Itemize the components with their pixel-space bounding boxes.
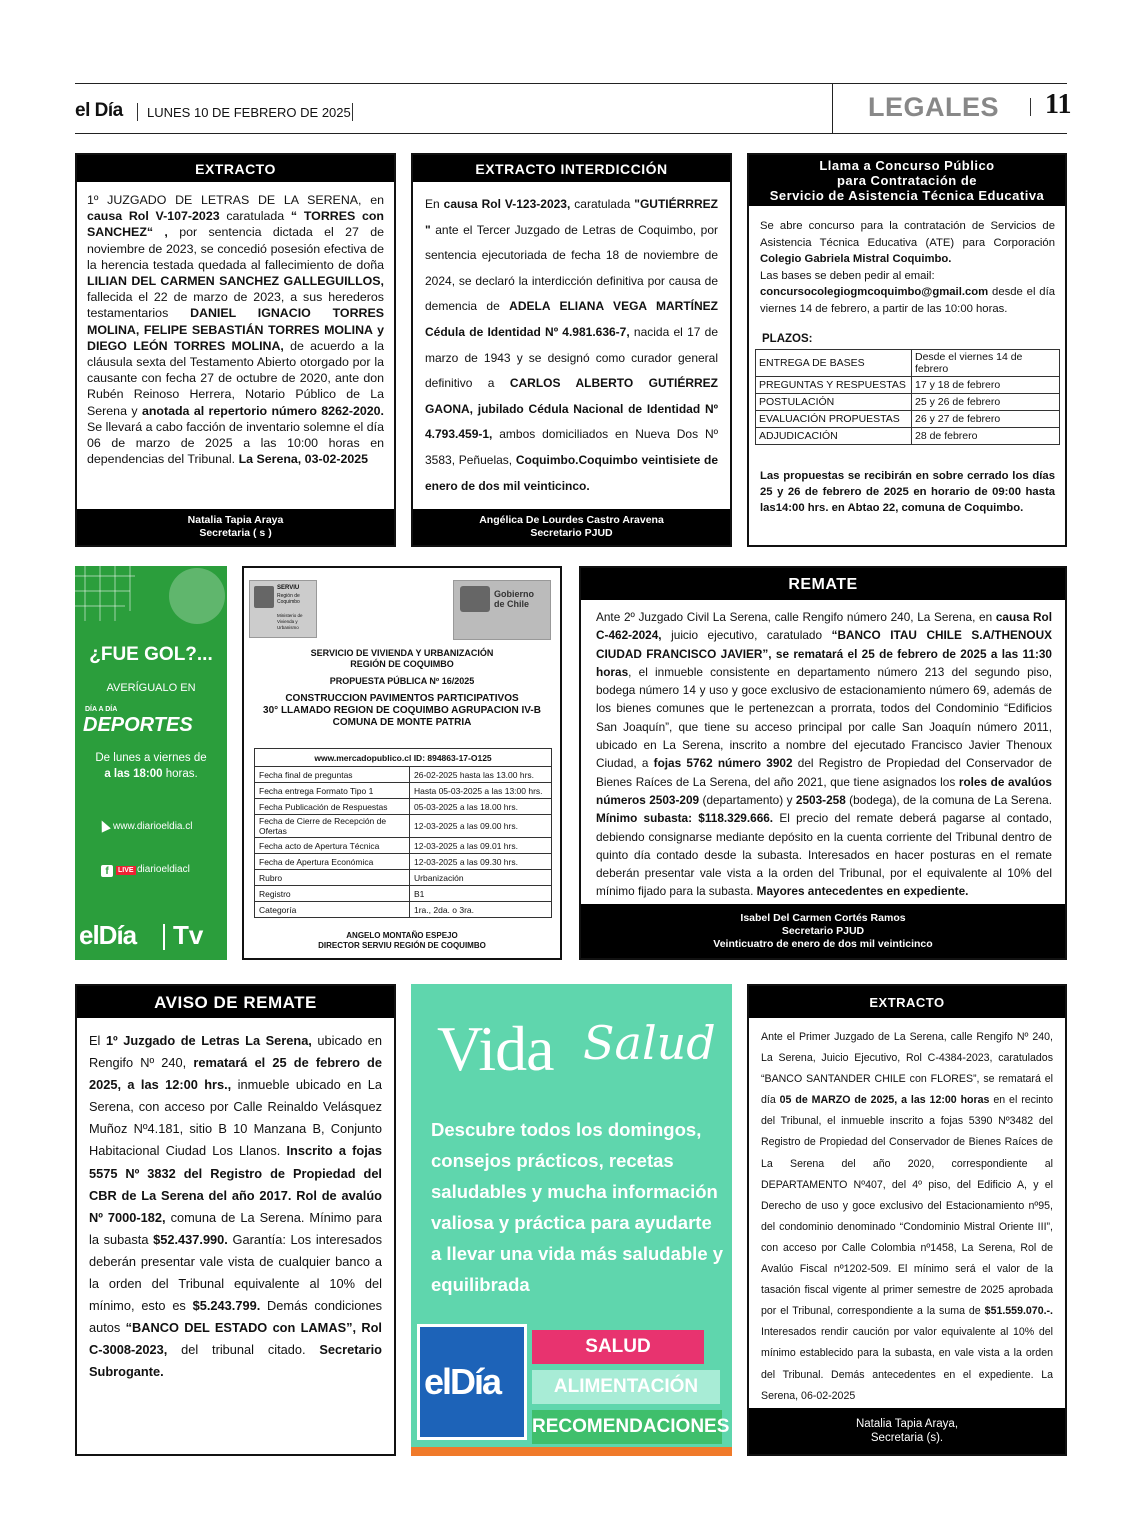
row-label: Fecha de Cierre de Recepción de Ofertas bbox=[255, 815, 410, 838]
text-bold: Colegio Gabriela Mistral Coquimbo. bbox=[760, 253, 952, 266]
table-row bbox=[255, 783, 552, 799]
alimentacion-button[interactable]: ALIMENTACIÓN bbox=[532, 1370, 720, 1404]
row-label: Fecha de Apertura Económica bbox=[255, 854, 410, 870]
signer-name: Natalia Tapia Araya bbox=[187, 514, 284, 526]
row-value: 26-02-2025 hasta las 13.00 hrs. bbox=[410, 767, 552, 783]
text-run: (departamento) y bbox=[699, 792, 796, 807]
row-label: ENTREGA DE BASES bbox=[756, 349, 912, 376]
serviu-notice bbox=[242, 566, 562, 960]
text-run: del tribunal citado. bbox=[167, 1342, 320, 1358]
schedule-suffix: horas. bbox=[162, 768, 198, 780]
text-run: en el recinto del Tribunal, el inmueble inscrito a fojas 5390 Nº3482 del Registro de Propiedad del Conservador de Bienes Raíces de La Serena del año 2020, correspondiente al DEPARTAMENTO Nº407, del 4º piso, del Edificio A, y el Derecho de uso y goce exclusivo del Estacionamiento nº95, del condominio denominado “Condominio Mistral Oriente III”, con acceso por Calle Colombia nº1458, La Serena, Rol de Avalúo Fiscal nº1202-509. El mínimo será el valor de la tasación fiscal vigente al primer semestre de 2025 aprobada por el Tribunal, correspondiente a la suma de bbox=[761, 1094, 1054, 1318]
text-bold: fojas 5762 número 3902 bbox=[653, 756, 793, 771]
salud-script-word: Salud bbox=[583, 1016, 716, 1070]
title-line: Servicio de Asistencia Técnica Educativa bbox=[769, 188, 1045, 203]
table-row bbox=[255, 854, 552, 870]
text-bold: rematará el 25 de febrero de 2025, a las 12:00 hrs., bbox=[89, 1055, 382, 1093]
serviu-crest-icon bbox=[254, 586, 274, 608]
heading-line: CONSTRUCCION PAVIMENTOS PARTICIPATIVOS bbox=[285, 692, 519, 704]
notice-body bbox=[581, 600, 1065, 901]
text-run: , el inmueble consistente en departamento número 213 del segundo piso, bodega número 14 y uso y goce exclusivo de estacionamiento número 69, además de los bienes comunes que le pertenezcan a prorrata, todos del Condominio “Edificios San Joaquín”, que tiene su acceso principal por calle San Joaquín número 2011, ubicado en La Serena, inscrito a nombre del ejecutado Francisco Javier Thenoux Ciudad, a bbox=[596, 664, 1052, 771]
row-value: 26 y 27 de febrero bbox=[912, 410, 1060, 427]
signer-name: Isabel Del Carmen Cortés Ramos bbox=[740, 912, 906, 924]
text-bold: Mínimo subasta: $118.329.666. bbox=[596, 811, 774, 826]
serviu-region: Región de Coquimbo bbox=[277, 593, 300, 605]
text-bold: LILIAN DEL CARMEN SANCHEZ GALLEGUILLOS, bbox=[87, 274, 384, 289]
signer-name: ANGELO MONTAÑO ESPEJO bbox=[346, 931, 458, 940]
ad-subtitle: AVERÍGUALO EN bbox=[106, 682, 196, 694]
row-label: Categoría bbox=[255, 902, 410, 918]
row-value: 05-03-2025 a las 18.00 hrs. bbox=[410, 799, 552, 815]
text-run: Se llevará a cabo facción de inventario solemne el día 06 de marzo de 2025 a las 10:00 horas en dependencias del Tribunal. bbox=[87, 419, 384, 467]
text-run: fallecida el 22 de marzo de 2023, a sus herederos testamentarios bbox=[87, 290, 384, 321]
text-run: ubicado en Rengifo Nº 240, bbox=[89, 1033, 383, 1071]
text-run: inmueble ubicado en La Serena, con acceso por Calle Reinaldo Velásquez Muñoz Nº4.181, sitio B 10 Manzana B, Conjunto Habitacional Ciudad Los Llanos. bbox=[89, 1077, 383, 1159]
row-value: 12-03-2025 a las 09.01 hrs. bbox=[410, 838, 552, 854]
page-number: 11 bbox=[1045, 89, 1072, 120]
text-run: Se abre concurso para la contratación de Servicios de Asistencia Técnica Educativa (ATE) para Corporación bbox=[760, 220, 1055, 249]
eldia-logo bbox=[417, 1324, 527, 1440]
table-row bbox=[756, 393, 1060, 410]
text-bold: $5.243.799. bbox=[192, 1298, 261, 1314]
signer-role: Secretario PJUD bbox=[781, 925, 865, 937]
heading-line: COMUNA DE MONTE PATRIA bbox=[332, 716, 472, 728]
notice-signature bbox=[581, 904, 1065, 958]
text-run: (bodega), de la comuna de La Serena. bbox=[845, 792, 1053, 807]
heading-line: PROPUESTA PÚBLICA Nº 16/2025 bbox=[329, 676, 475, 686]
text-bold: causa Rol C-462-2024, bbox=[596, 610, 1053, 643]
ad-title: ¿FUE GOL?... bbox=[89, 644, 213, 665]
text-bold: roles de avalúos números 2503-209 bbox=[596, 774, 1052, 807]
text-run: Demás condiciones autos bbox=[89, 1298, 382, 1336]
logo-divider bbox=[163, 924, 165, 950]
row-value: 12-03-2025 a las 09.30 hrs. bbox=[410, 854, 552, 870]
text-run: El bbox=[89, 1033, 106, 1048]
header-logo[interactable]: el Día bbox=[75, 100, 123, 121]
text-run: Ante el Primer Juzgado de La Serena, calle Rengifo Nº 240, La Serena, Juicio Ejecutivo, Rol C-4384-2023, caratulados “BANCO SANTANDER CHILE con FLORES”, se rematará el día bbox=[761, 1031, 1053, 1107]
notice-title: AVISO DE REMATE bbox=[77, 986, 394, 1018]
text-bold: $52.437.990. bbox=[153, 1231, 228, 1247]
text-bold: 1º Juzgado de Letras La Serena, bbox=[105, 1033, 312, 1048]
deportes-ad[interactable] bbox=[75, 566, 227, 960]
concurso-notice bbox=[747, 153, 1067, 547]
plazos-label: PLAZOS: bbox=[762, 332, 813, 345]
text-run: En bbox=[425, 197, 444, 211]
text-run: Interesados rendir caución por valor equivalente al 10% del mínimo establecido para la subasta, en vale vista a la orden del Tribunal. Demás antecedentes en el expediente. La Serena, 06-02-2025 bbox=[761, 1326, 1053, 1402]
text-bold: Coquimbo.Coquimbo veintisiete de enero de dos mil veinticinco. bbox=[425, 452, 718, 493]
signer-role: DIRECTOR SERVIU REGIÓN DE COQUIMBO bbox=[318, 941, 486, 950]
text-bold: CARLOS ALBERTO GUTIÉRREZ GAONA, jubilado Cédula Nacional de Identidad Nº 4.793.459-1, bbox=[425, 376, 718, 442]
header-section-divider bbox=[832, 84, 833, 133]
text-run: por sentencia dictada el 27 de noviembre de 2023, se concedió posesión efectiva de la herencia testada quedada al fallecimiento de doña bbox=[87, 225, 384, 272]
facebook-icon: f bbox=[101, 865, 113, 877]
text-run: ambos domiciliados en Nueva Dos Nº 3583, Peñuelas, bbox=[425, 427, 718, 467]
ad-copy: Descubre todos los domingos, consejos prácticos, recetas saludables y mucha información valiosa y práctica para ayudarte a llevar una vida más saludable y equilibrada bbox=[431, 1119, 724, 1295]
row-label: EVALUACIÓN PROPUESTAS bbox=[756, 410, 912, 427]
plazos-table bbox=[755, 349, 1060, 445]
notice-signature bbox=[413, 509, 730, 545]
header-divider bbox=[352, 103, 353, 121]
extracto-remate-notice bbox=[747, 984, 1067, 1456]
row-value: 12-03-2025 a las 09.00 hrs. bbox=[410, 815, 552, 838]
table-row bbox=[756, 349, 1060, 376]
text-run: del Registro de Propiedad del Conservador de Bienes Raíces de La Serena, del año 2021, que tiene asignados los bbox=[596, 756, 1052, 789]
tv-logo: Tv bbox=[173, 920, 204, 950]
text-bold: Inscrito a fojas 5575 Nº 3832 del Registro de Propiedad del CBR de La Serena del año 2017. Rol de avalúo Nº 7000-182, bbox=[89, 1143, 382, 1225]
row-label: Registro bbox=[255, 886, 410, 902]
schedule-line: De lunes a viernes de bbox=[95, 752, 207, 764]
notice-body bbox=[749, 206, 1065, 318]
serviu-table bbox=[254, 748, 552, 918]
text-run: Las bases se deben pedir al email: bbox=[760, 269, 935, 282]
heading-line: 30° LLAMADO REGION DE COQUIMBO AGRUPACION IV-B bbox=[263, 704, 541, 716]
interdiccion-notice bbox=[411, 153, 732, 547]
text-run: juicio ejecutivo, caratulado bbox=[661, 628, 832, 643]
text-bold: “BANCO DEL ESTADO con LAMAS”, Rol C-3008-2023, bbox=[89, 1320, 382, 1358]
salud-button[interactable]: SALUD bbox=[532, 1330, 704, 1364]
row-label: POSTULACIÓN bbox=[756, 393, 912, 410]
notice-title: EXTRACTO INTERDICCIÓN bbox=[413, 155, 730, 182]
row-label: Rubro bbox=[255, 870, 410, 886]
notice-title: REMATE bbox=[581, 568, 1065, 600]
header-divider bbox=[1030, 98, 1031, 116]
row-label: Fecha entrega Formato Tipo 1 bbox=[255, 783, 410, 799]
schedule-time: a las 18:00 bbox=[104, 768, 163, 780]
row-label: PREGUNTAS Y RESPUESTAS bbox=[756, 376, 912, 393]
deportes-brand-top: DÍA A DÍA bbox=[85, 706, 118, 713]
signer-role: Secretaria (s). bbox=[870, 1432, 944, 1444]
gobierno-logo bbox=[453, 580, 551, 640]
notice-body bbox=[413, 182, 730, 499]
text-run: ante el Tercer Juzgado de Letras de Coquimbo, por sentencia ejecutoriada de fecha 18 de noviembre de 2024, se declaró la interdicción definitiva por causa de demencia de bbox=[425, 222, 718, 314]
text-bold: DANIEL IGNACIO TORRES MOLINA, FELIPE SEBASTIÁN TORRES MOLINA y DIEGO LEÓN TORRES MOLINA, bbox=[87, 306, 384, 353]
text-bold: 2503-258 bbox=[795, 792, 846, 807]
row-value: Urbanización bbox=[410, 870, 552, 886]
table-row bbox=[255, 799, 552, 815]
notice-signature bbox=[749, 1408, 1065, 1454]
row-value: Hasta 05-03-2025 a las 13:00 hrs. bbox=[410, 783, 552, 799]
row-label: Fecha acto de Apertura Técnica bbox=[255, 838, 410, 854]
text-run: caratulada bbox=[219, 209, 291, 224]
serviu-heading bbox=[244, 648, 560, 729]
deportes-brand: DEPORTES bbox=[83, 714, 193, 736]
row-label: Fecha Publicación de Respuestas bbox=[255, 799, 410, 815]
row-value: B1 bbox=[410, 886, 552, 902]
text-bold: causa Rol V-123-2023, bbox=[443, 197, 571, 211]
schedule-line bbox=[75, 768, 227, 780]
notice-title bbox=[749, 155, 1065, 206]
table-row bbox=[255, 886, 552, 902]
row-value: 17 y 18 de febrero bbox=[912, 376, 1060, 393]
extracto-notice bbox=[75, 153, 396, 547]
text-run: Garantía: Los interesados deberán presentar vale vista de cualquier banco a la orden del Tribunal equivalente al 10% del mínimo, esto es bbox=[89, 1231, 382, 1314]
text-run: desde el día viernes 14 de febrero, a partir de las 10:00 horas. bbox=[760, 286, 1055, 315]
table-header: www.mercadopublico.cl ID: 894863-17-O125 bbox=[255, 749, 552, 767]
recomendaciones-button[interactable]: RECOMENDACIONES bbox=[532, 1410, 722, 1444]
signer-role: Secretaria ( s ) bbox=[199, 527, 272, 539]
notice-title: EXTRACTO bbox=[749, 986, 1065, 1018]
table-row bbox=[756, 376, 1060, 393]
serviu-logo bbox=[249, 580, 317, 638]
heading-line: SERVICIO DE VIVIENDA Y URBANIZACIÓN bbox=[310, 648, 494, 658]
notice-body bbox=[749, 1018, 1065, 1407]
signer-date: Veinticuatro de enero de dos mil veinticinco bbox=[713, 938, 933, 950]
text-bold: anotada al repertorio número 8262-2020. bbox=[141, 403, 384, 418]
text-run: nacida el 17 de marzo de 1943 y se designó como curador general definitivo a bbox=[425, 324, 718, 391]
gobierno-name: Gobierno de Chile bbox=[494, 589, 534, 609]
serviu-name: SERVIU bbox=[277, 585, 300, 591]
notice-title: EXTRACTO bbox=[77, 155, 394, 182]
text-bold: $51.559.070.-. bbox=[984, 1305, 1053, 1318]
eldia-logo: elDía bbox=[79, 920, 137, 950]
header-date: LUNES 10 DE FEBRERO DE 2025 bbox=[147, 105, 351, 120]
text-run: Ante 2º Juzgado Civil La Serena, calle Rengifo número 240, La Serena, en bbox=[596, 610, 996, 624]
notice-body bbox=[77, 1018, 394, 1384]
text-bold: “ TORRES con SANCHEZ“ , bbox=[87, 209, 384, 240]
table-row bbox=[255, 902, 552, 918]
text-bold: Mayores antecedentes en expediente. bbox=[756, 884, 969, 899]
social-handle[interactable]: diarioeldiacl bbox=[137, 864, 190, 875]
table-row bbox=[255, 767, 552, 783]
text-bold: ADELA ELIANA VEGA MARTÍNEZ Cédula de Identidad Nº 4.981.636-7, bbox=[425, 299, 719, 339]
remate-notice bbox=[579, 566, 1067, 960]
text-run: caratulada bbox=[570, 197, 635, 211]
notice-signature bbox=[77, 509, 394, 545]
header-top-rule bbox=[75, 83, 1067, 84]
table-row bbox=[255, 838, 552, 854]
row-label: Fecha final de preguntas bbox=[255, 767, 410, 783]
closing-text: Las propuestas se recibirán en sobre cerrado los días 25 y 26 de febrero de 2025 en horario de 09:00 hasta las14:00 hrs. en Abtao 22, comuna de Coquimbo. bbox=[760, 469, 1055, 515]
title-line: Llama a Concurso Público bbox=[819, 158, 995, 173]
row-value: 28 de febrero bbox=[912, 427, 1060, 444]
table-row bbox=[255, 815, 552, 838]
orange-bottom-bar bbox=[411, 1447, 732, 1456]
vida-word: Vida bbox=[437, 1013, 554, 1084]
logo-text: elDía bbox=[424, 1361, 501, 1402]
signer-role: Secretario PJUD bbox=[530, 527, 613, 539]
text-bold: causa Rol V-107-2023 bbox=[87, 209, 220, 224]
text-run: 1º JUZGADO DE LETRAS DE LA SERENA, en bbox=[87, 193, 384, 207]
gobierno-crest-icon bbox=[460, 586, 490, 612]
header-bottom-rule bbox=[75, 133, 1067, 134]
notice-body bbox=[77, 182, 394, 467]
vida-salud-ad[interactable] bbox=[411, 984, 732, 1456]
section-title: LEGALES bbox=[868, 92, 1000, 122]
table-row bbox=[756, 410, 1060, 427]
aviso-remate-notice bbox=[75, 984, 396, 1456]
email-link[interactable]: concursocolegiogmcoquimbo@gmail.com bbox=[760, 286, 989, 299]
cursor-icon bbox=[97, 818, 111, 832]
header-divider bbox=[137, 103, 138, 121]
goal-net-graphic bbox=[75, 566, 227, 636]
text-run: El precio del remate deberá pagarse al contado, debiendo consignarse mediante depósito en la cuenta corriente del Tribunal dentro de quinto día contado desde la subasta. Interesados en hacer posturas en el remate deberán presentar vale vista a la orden del Tribunal, por el equivalente al 10% del mínimo fijado para la subasta. bbox=[596, 811, 1052, 899]
table-row bbox=[756, 427, 1060, 444]
row-value: 1ra., 2da. o 3ra. bbox=[410, 902, 552, 918]
row-label: ADJUDICACIÓN bbox=[756, 427, 912, 444]
serviu-ministry: Ministerio de Vivienda y Urbanismo bbox=[277, 613, 303, 630]
row-value: Desde el viernes 14 de febrero bbox=[912, 349, 1060, 376]
text-bold: La Serena, 03-02-2025 bbox=[238, 452, 369, 467]
text-run: de acuerdo a la cláusula sexta del Testamento Abierto otorgado por la causante con fecha 27 de octubre de 2020, ante don Rubén Reinoso Herrera, Notario Público de La Serena y bbox=[87, 338, 384, 418]
text-run: comuna de La Serena. Mínimo para la subasta bbox=[89, 1209, 382, 1247]
text-bold: Secretario Subrogante. bbox=[89, 1342, 382, 1380]
text-bold: "GUTIÉRRREZ " bbox=[425, 197, 718, 237]
website-link[interactable]: www.diarioeldia.cl bbox=[113, 821, 193, 832]
serviu-signature bbox=[244, 931, 560, 951]
title-line: para Contratación de bbox=[836, 173, 978, 188]
heading-line: REGIÓN DE COQUIMBO bbox=[350, 658, 454, 669]
live-badge: LIVE bbox=[118, 867, 134, 874]
text-bold: “BANCO ITAU CHILE S.A/THENOUX CIUDAD FRANCISCO JAVIER”, se rematará el 25 de febrero de 2025 a las 11:30 horas bbox=[596, 628, 1052, 679]
table-row bbox=[255, 870, 552, 886]
signer-name: Natalia Tapia Araya, bbox=[855, 1418, 959, 1430]
signer-name: Angélica De Lourdes Castro Aravena bbox=[479, 514, 664, 526]
row-value: 25 y 26 de febrero bbox=[912, 393, 1060, 410]
text-bold: 05 de MARZO de 2025, a las 12:00 horas bbox=[779, 1094, 990, 1107]
